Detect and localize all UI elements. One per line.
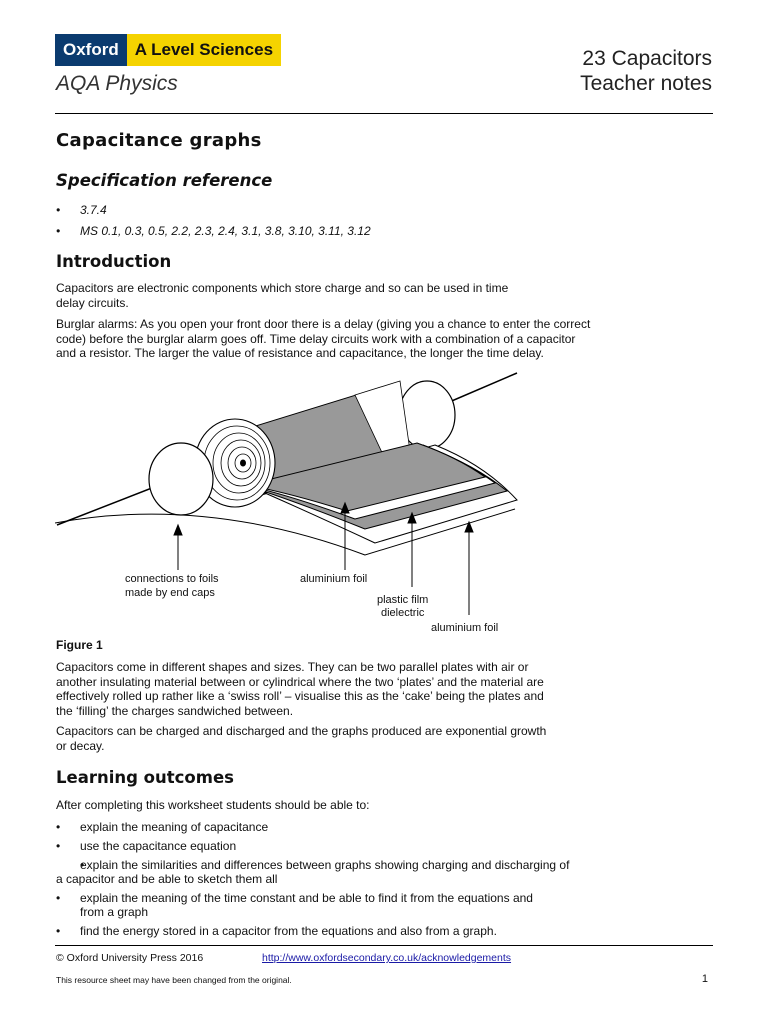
spec-list <box>56 203 371 245</box>
body-paragraph-2 <box>56 724 656 753</box>
text-line: delay circuits. <box>56 295 129 310</box>
header-right <box>580 46 712 96</box>
lead-wire-right <box>447 373 517 403</box>
text-line: and a resistor. The larger the value of resistance and capacitance, the longer the time delay. <box>56 346 544 360</box>
text-line: Capacitors come in different shapes and sizes. They can be two parallel plates with air or <box>56 660 529 674</box>
copyright: © Oxford University Press 2016 <box>56 952 204 964</box>
text-line: Capacitors can be charged and discharged and the graphs produced are exponential growth <box>56 724 547 738</box>
subject-title: AQA Physics <box>56 72 178 95</box>
outcomes-list <box>56 820 676 943</box>
intro-paragraph-1 <box>56 281 656 310</box>
outcomes-heading: Learning outcomes <box>56 768 234 787</box>
figure-caption: Figure 1 <box>56 638 103 652</box>
oxford-logo <box>55 34 281 66</box>
capacitor-diagram <box>55 365 535 637</box>
footer-note: This resource sheet may have been changed from the original. <box>56 975 292 985</box>
logo-series: A Level Sciences <box>127 34 281 66</box>
outcome-item: • use the capacitance equation <box>56 839 676 853</box>
text-line: the ‘filling’ the charges sandwiched between. <box>56 703 294 718</box>
page-number: 1 <box>701 973 708 985</box>
text-line: a capacitor and be able to sketch them all <box>56 872 278 886</box>
text-line: explain the meaning of the time constant and be able to find it from the equations and <box>80 891 533 905</box>
text-line: from a graph <box>80 905 149 919</box>
label-plastic-film: plastic film <box>377 594 429 606</box>
text-line: Capacitors are electronic components which store charge and so can be used in time <box>56 281 509 295</box>
text-line: Burglar alarms: As you open your front door there is a delay (giving you a chance to enter the correct <box>56 317 591 331</box>
footer-divider <box>55 945 713 946</box>
label-aluminium-foil-2: aluminium foil <box>431 622 499 634</box>
intro-paragraph-2 <box>56 317 656 361</box>
acknowledgements-link[interactable]: http://www.oxfordsecondary.co.uk/acknowledgements <box>262 952 512 964</box>
outcome-item <box>56 858 676 886</box>
outcomes-intro: After completing this worksheet students should be able to: <box>56 798 370 812</box>
page-title: Capacitance graphs <box>56 130 262 151</box>
text-line: explain the similarities and differences between graphs showing charging and discharging of <box>80 858 570 872</box>
header-divider <box>55 113 713 114</box>
intro-heading: Introduction <box>56 252 172 271</box>
body-paragraph-1 <box>56 660 656 718</box>
spec-item: • 3.7.4 <box>56 203 371 224</box>
spec-item: • MS 0.1, 0.3, 0.5, 2.2, 2.3, 2.4, 3.1, 3.8, 3.10, 3.11, 3.12 <box>56 224 371 245</box>
end-cap-front <box>149 443 213 515</box>
chapter-title: 23 Capacitors <box>582 47 712 70</box>
text-line: code) before the burglar alarm goes off. Time delay circuits work with a combination of a capacitor <box>56 331 576 346</box>
label-aluminium-foil-1: aluminium foil <box>300 573 368 585</box>
label-dielectric: dielectric <box>381 607 425 619</box>
outcome-item <box>56 891 676 919</box>
label-end-caps-2: made by end caps <box>125 587 215 599</box>
doc-type: Teacher notes <box>580 72 712 95</box>
label-end-caps-1: connections to foils <box>125 573 219 585</box>
logo-brand: Oxford <box>55 34 127 66</box>
text-line: effectively rolled up rather like a ‘swiss roll’ – visualise this as the ‘cake’ being the plates and <box>56 689 544 703</box>
outcome-item: • find the energy stored in a capacitor from the equations and also from a graph. <box>56 924 676 938</box>
outcome-item: • explain the meaning of capacitance <box>56 820 676 834</box>
spec-heading: Specification reference <box>56 171 273 190</box>
text-line: or decay. <box>56 738 105 753</box>
text-line: another insulating material between or cylindrical where the two ‘plates’ and the material are <box>56 674 544 689</box>
